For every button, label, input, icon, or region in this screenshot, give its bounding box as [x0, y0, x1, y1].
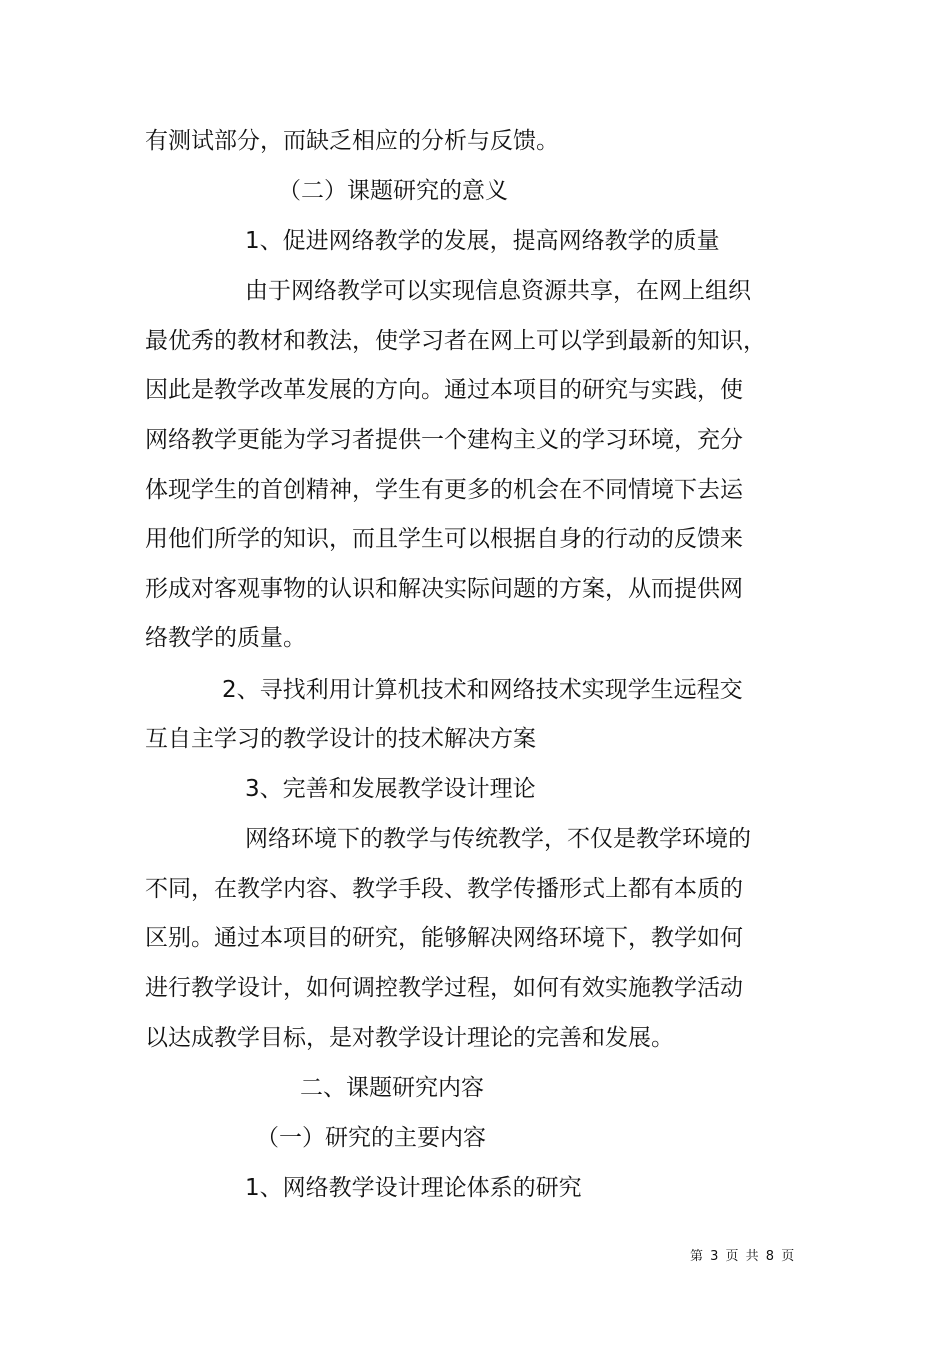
section-heading-content: 二、课题研究内容 — [300, 1075, 484, 1101]
text-line-1: 有测试部分，而缺乏相应的分析与反馈。 — [145, 128, 559, 154]
section-heading-main-content: （一）研究的主要内容 — [256, 1125, 486, 1151]
text-line-16: 不同，在教学内容、教学手段、教学传播形式上都有本质的 — [145, 876, 743, 902]
text-line-19: 以达成教学目标，是对教学设计理论的完善和发展。 — [145, 1025, 674, 1051]
page-number-footer: 第 3 页 共 8 页 — [690, 1249, 795, 1264]
text-line-8: 体现学生的首创精神，学生有更多的机会在不同情境下去运 — [145, 477, 743, 503]
subheading-network-theory: 1、网络教学设计理论体系的研究 — [245, 1175, 582, 1201]
text-line-9: 用他们所学的知识，而且学生可以根据自身的行动的反馈来 — [145, 526, 743, 552]
subheading-2: 2、寻找利用计算机技术和网络技术实现学生远程交 — [222, 677, 743, 703]
section-heading-significance: （二）课题研究的意义 — [278, 178, 508, 204]
text-line-18: 进行教学设计，如何调控教学过程，如何有效实施教学活动 — [145, 975, 743, 1001]
text-line-4: 由于网络教学可以实现信息资源共享，在网上组织 — [245, 278, 751, 304]
text-line-15: 网络环境下的教学与传统教学，不仅是教学环境的 — [245, 826, 751, 852]
text-line-7: 网络教学更能为学习者提供一个建构主义的学习环境，充分 — [145, 427, 743, 453]
text-line-17: 区别。通过本项目的研究，能够解决网络环境下，教学如何 — [145, 925, 743, 951]
text-line-5: 最优秀的教材和教法，使学习者在网上可以学到最新的知识， — [145, 328, 766, 354]
subheading-1: 1、促进网络教学的发展，提高网络教学的质量 — [245, 228, 720, 254]
text-line-11: 络教学的质量。 — [145, 625, 306, 651]
subheading-3: 3、完善和发展教学设计理论 — [245, 776, 536, 802]
text-line-13: 互自主学习的教学设计的技术解决方案 — [145, 726, 536, 752]
text-line-10: 形成对客观事物的认识和解决实际问题的方案，从而提供网 — [145, 576, 743, 602]
text-line-6: 因此是教学改革发展的方向。通过本项目的研究与实践，使 — [145, 377, 743, 403]
